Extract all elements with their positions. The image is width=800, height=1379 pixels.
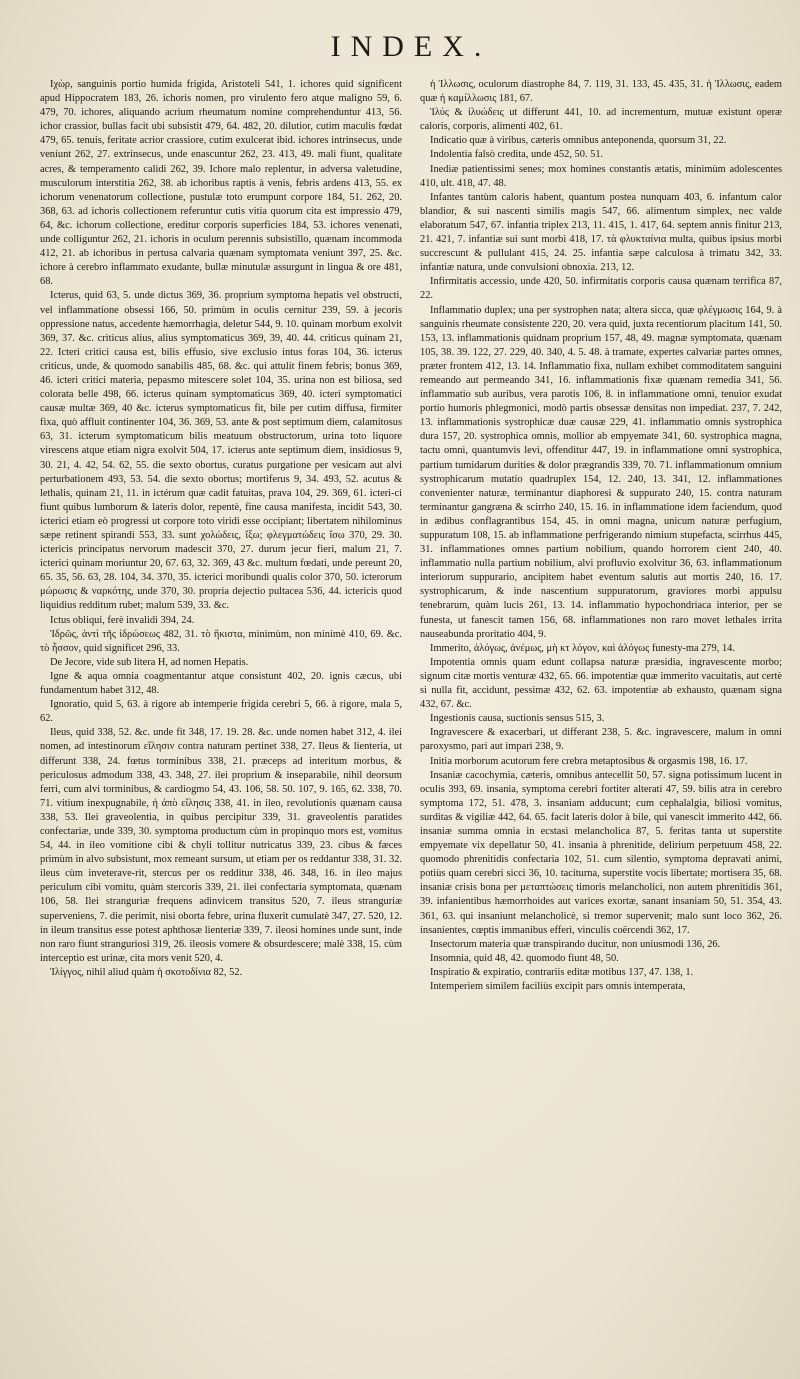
index-columns	[40, 78, 782, 1368]
running-head: INDEX.	[330, 30, 492, 63]
index-entry-illosis: ἡ Ἰλλωσις, oculorum diastrophe 84, 7. 119, 31. 133, 45. 435, 31. ἡ Ἰλλωσις, eadem quæ ἡ καμίλλωσις 181, 67.	[420, 79, 782, 105]
index-entry-inflammatio: Inflammatio duplex; una per systrophen nata; altera sicca, quæ φλέγμωσις 164, 9. à sanguinis rheumate consistente 220, 20. vera quid, juxta recentiorum placitum 141, 50. 153, 13. inflammationis quidnam proprium 157, 48, 49. magnæ symptomata, quænam 105, 38. 39. 122, 27. 229, 40. 340, 4. 5. 48. à tramate, expertes calvariæ partes omnes, præter frontem 412, 13. 14. Inflammatio fixa, nullam exhibet commoditatem sanguini remeando aut permeando 341, 16. inflammationis fixæ quænam remedia 341, 56. inflammatio sub auribus, vera parotis 106, 8. in inflammatione omni, tenuior exudat portio humoris phlegmonici, modò partis obsessæ densitas non impediat. 237, 7. 242, 13. inflammationis systrophicæ duæ causæ 229, 41. inflammatio omnis systrophica dura 157, 20. systrophica omnis, mollior ab empyemate 341, 60. systrophica magna, tactu omni, quantumvis levi, offenditur 447, 19. in inflammatione omni systrophica, partium tumidarum durities & dolor prægrandis 339, 70. 71. inflammationum omnium systrophicarum mutatio quadruplex 154, 12. 240, 13. 341, 12. inflammationes convenienter naturæ, terminantur diaphoresi & suppurato 240, 15. contra naturam terminantur gangræna & scirrho 240, 15. 16. in inflammatione idem faciendum, quod in ædibus conflagrantibus 154, 45. in omni magna, unicum naturæ perfugium, suppuratum 108, 15. ab inflammatione perfrigerando nimium stupefacta, scirrhus 445, 31. inflammationes omnes partium nobilium, quando horrorem cient 240, 40. inflammatio nulla partium nobilium, alvi profluvio exolvitur 36, 63. inflammationum interiorum suppurario, ancipitem habet eventum salutis aut mortis 240, 16. 17. systrophicarum, & inde nascentium suppuratorum, graviores morbi appulsu tenebrarum, quàm lucis 261, 13. 14. inflammatio hypochondriaca interior, per se funesta, ut fanescit tamen 156, 68. inflammationes non raro movet lethales irrita nausеabunda proritatio 404, 9.	[420, 304, 782, 640]
index-entry-inspiratio: Inspiratio & expiratio, contrariis editæ motibus 137, 47. 138, 1.	[430, 966, 694, 978]
index-entry-infirmitatis: Infirmitatis accessio, unde 420, 50. infirmitatis corporis causa quænam terrifica 87, 22.	[420, 276, 782, 302]
index-entry-ignoratio: Ignoratio, quid 5, 63. à rigore ab intemperie frigida cerebri 5, 66. à rigore, mala 5, 62.	[40, 699, 402, 725]
index-entry-ingravescere: Ingravescere & exacerbari, ut differant 238, 5. &c. ingravescere, malum in omni paroxysmo, pari aut impari 238, 9.	[420, 727, 782, 753]
index-entry-ileus: Ileus, quid 338, 52. &c. unde fit 348, 17. 19. 28. &c. unde nomen habet 312, 4. ilei nomen, ad intestinorum εἴλησιν contra naturam pertinet 338, 27. Ileus & lienteria, ut differunt 338, 24. fœtus torminibus 338, 21. præceps ad interitum morbus, & periculosus admodum 338, 43. 348, 27. ilei proprium & inseparabile, nihil deorsum ferri, cum alvi torminibus, & cardiogmo 54, 43. 106, 58. 50. 107, 9. 165, 62. 338, 70. 71. vitium inexpugnabile, ἡ ἀπὸ εἴλησις 338, 41. in ileo, revolutionis quænam causa 338, 53. Ilei graveolentia, in quibus percipitur 339, 31. graveolentis paratides confectariæ, unde 339, 30. symptoma productum cùm in propinquo mors est, vomitus 54, 44. in ileo vomitione cibi & chyli tollitur nutricatus 339, 23. cibus & fæces primùm in alvo subsistunt, mox remeant sursum, ut etiam per os reddantur 338, 31. 32. ileus cùm inveterave-rit, stercus per os redditur 338, 46. 348, 16. in ileo majus periculum cibi vomitu, quàm stercoris 339, 21. ilei confectaria symptomata, quænam 106, 58. Ilei strangurìæ frequens adinvicem transitus 520, 7. ileus stranguriæ superveniens, 7. die perimit, nisi oborta febre, urina fluxerit cumulatè 347, 27. 520, 12. in ileum transitus esse potest aphthosæ lienteriæ 339, 7. ileosi homines unde sunt, inde non raro fiunt stranguriosi 319, 26. ileosis vomere & obsurdescere; malè 338, 15. cùm interceptio est urinæ, cita mors venit 520, 4.	[40, 727, 402, 964]
index-entry-ingestionis: Ingestionis causa, suctionis sensus 515, 3.	[430, 713, 605, 725]
index-entry-insomnia: Insomnia, quid 48, 42. quomodo fiunt 48, 50.	[430, 952, 619, 964]
index-entry-initia: Initia morborum acutorum fere crebra metaptosibus & orgasmis 198, 16. 17.	[430, 755, 748, 767]
index-entry-igne: Igne & aqua omnia coagmentantur atque consistunt 402, 20. ignis cæcus, ubi fundamentum habet 312, 48.	[40, 670, 402, 697]
index-entry-ichor: Ιχὼρ, sanguinis portio humida frigida, Aristoteli 541, 1. ichores quid significent apud Hippocratem 183, 26. ichoris nomen, pro virulento fero atque maligno 59, 6. 479, 70. ichores, aliquando acrium rheumatum nomine comprehenduntur 413, 56. ichor crassior, bullas facit ubi subsistit 479, 64. 482, 20. dilutior, cutim maculis fœdat 479, 65. tenuis, feritate acrior crassiore, cutim exulcerat ibid. ichores intrinsecus, unde veniunt 262, 27. extrinsecus, unde enascuntur 262, 23. 413, 49. mali fiunt, qualitate acres, & temperamento calidi 262, 39. Ichore malo replentur, in adversa valetudine, musculorum interstitia 262, 38. ab ichoribus raptis à venis, febris ardens 413, 55. ex ichorum venenatorum collectione, pustulæ toto erumpunt corpore 184, 51. 262, 20. 368, 63. ad ichoris collectionem referuntur cutis vitia quorum cita est impressio 479, 64, &c. ichorum collectione, ereditur corporis superficies 184, 53. ichores venenati, unde colliguntur 262, 21. ichoris in oculum perennis subsistillo, quænam incommoda 412, 21. ab ichoribus in pertusa calvaria quænam symptomata veniunt 397, 25. &c. ichore à cerebro inflammato exudante, bullæ minutulæ assurgunt in lingua & ore 481, 68.	[40, 79, 402, 288]
index-entry-immerito: Immerito, ἀλόγως, ἀνέμως, μὴ κτ λόγον, καὶ ἀλόγως funesty-ma 279, 14.	[430, 642, 735, 654]
index-entry-insectorum: Insectorum materia quæ transpirando ducitur, non uniusmodi 136, 26.	[430, 938, 721, 950]
index-entry-indolentia: Indolentia falsò credita, unde 452, 50. 51.	[430, 149, 604, 161]
index-entry-icterus: Icterus, quid 63, 5. unde dictus 369, 36. proprium symptoma hepatis vel obstructi, vel inflammatione obsessi 166, 50. primùm in oculis cernitur 239, 59. à jecoris oppressione natus, accedente hæmorrhagia, deletur 544, 9. 10. quinam morbum exolvit 369, 37. &c. criticus alius, alius symptomaticus 369, 39, 40. 44. criticus quinam 21, 22. Icteri critici causa est, bilis effusio, sive exclusio intus foras 104, 36. icterus criticus, unde, & quomodo sanabilis 485, 68. &c. qui attulit finem febris; bonus 369, 46. icteri critici materia, pepasmo mitescere solet 104, 35. urina non est biliosa, sed colorata belle 498, 66. icterus quinam symptomaticus 369, 40. icteri symptomatici causæ multæ 369, 40 &c. icterus symptomaticus fit, bile per cutim diffusa, firmiter fixa, quò affluit continenter 104, 36. 369, 53. ante & post septimum diem, calamitosus 63, 31. icterum symptomaticum bilis meatuum obstructorum, urina toto liquore virescens atque etiam nigra exolvit 504, 17. icterus ante septimum diem, insidiosus 9, 30. 21, 4. 42, 54. 62, 55. die sexto obortus, curatus purgatione per vesicam aut alvi perturbationem 493, 53. 54. die sexto obortus; mortiferus 9, 34. 493, 52. acutus & lethalis, quinam 21, 11. in ictérum quæ cadit fatuitas, prava 104, 29. 369, 61. icteri-ci fiunt quibus lumborum & lateris dolor, repentè, fine causa manifesta, incidit 543, 30. icterici etiam eò progressi ut corpore toto viridi esse occipiant; libertatem nihilominus sæpe retinent spirandi 553, 33. sunt χολώδεις, ἴξω; φλεγματώδεις ἴσω 370, 29. 30. ictericis principatus nervorum madescit 370, 27. durum jecur fieri, malum 21, 7. icterici quinam moriuntur 20, 67. 63, 32. 369, 43 &c. multum fœdati, unde pereunt 20, 65. 35, 56. 63, 28. 104, 34. 370, 35. icterici moribundi qualis color 370, 50. icterorum μώρωσις & ναρκότης, unde 370, 30. propria dejectio pultacea 536, 44. ictericis quod liquidius redditum rubet; malum 539, 33. &c.	[40, 290, 402, 612]
index-entry-ilingos: Ἰλίγγος, nihil aliud quàm ἡ σκοτοδίνια 82, 52.	[50, 966, 243, 978]
index-entry-infantes: Infantes tantùm caloris habent, quantum postea nunquam 403, 6. infantum calor blandior, & sui nascenti similis magis 547, 66. alimentum simplex, nec valde elaboratum 547, 67. infantia triplex 213, 11. 415, 1. 417, 64. septem annis finitur 213, 21. 421, 7. infantiæ sui sunt morbi 418, 17. τὰ φλυκταίνια multa, quibus ipsius morbi succrescunt & pullulant 415, 24. 25. infantia sæpe calculosa à trimatu 342, 33. infantiæ natura, unde convulsioni obnoxia. 213, 12.	[420, 191, 782, 274]
left-column	[40, 78, 402, 1368]
index-entry-indicatio: Indicatio quæ à viribus, cæteris omnibus anteponenda, quorsum 31, 22.	[430, 135, 727, 147]
index-entry-intemperiem: Intemperiem similem faciliùs excipit pars omnis intemperata,	[430, 981, 686, 992]
index-entry-impotentia: Impotentia omnis quam edunt collapsa naturæ præsidia, ingravescente morbo; signum citæ mortis venturæ 432, 65. 66. impotentiæ quæ immerito vacuitatis, aut certè si nulla fit, accidunt, pessimæ 432, 62. 63. impotentiæ ab exhausto, quænam signa 432, 67. &c.	[420, 656, 782, 711]
index-entry-ictus: Ictus obliqui, ferè invalidi 394, 24.	[50, 614, 195, 626]
index-entry-jecore: De Jecore, vide sub litera H, ad nomen Hepatis.	[50, 656, 249, 668]
index-entry-ilys: Ἰλύς & ἰλυώδεις ut differunt 441, 10. ad incrementum, mutuæ existunt operæ caloris, corporis, alimenti 402, 61.	[420, 107, 782, 133]
index-entry-insaniae: Insaniæ cacochymia, cæteris, omnibus antecellit 50, 57. signa potissimum lucent in oculis 393, 69. insania, symptoma cerebri fortiter alterati 47, 59. bilis atra in cerebro symptoma 172, 51. 478, 3. insaniam adducunt; cum cephalalgia, biliosi vomitus, surditas & vigiliæ 442, 64. 65. facit lateris dolor à bile, qui vanescit immerito 442, 66. insaniæ summa omnia in ecstasi melancholica 87, 5. feritas tanta ut superstite empyemate vix depellatur 50, 41. insania à phrenitide, delirium perpetuum 458, 22. quomodo phrenitidis confectaria 102, 51. cum silentio, symptoma depravati animi, potiùs quam cerebri sicci 36, 10. taciturna, superstite vocis libertate; mortisera 35, 68. insaniæ crisis bona per μεταπτώσεις timoris melancholici, non autem phrenitidis 361, 39. infanientibus hæmorrhoides aut varices exortæ, sanant insaniam 50, 51. 354, 43. 361, 63. qui insaniunt melancholicè, si tremor supervenit; malo sunt loco 362, 26. insanientes, cœptis immanibus efferi, vinculis coërcendi 362, 17.	[420, 769, 782, 936]
right-column	[420, 78, 782, 1368]
index-entry-idros: Ἰδρῶς, ἀντὶ τῆς ἰδρώσεως 482, 31. τὸ ἥκιστα, minimùm, non minimè 410, 69. &c. τὸ ἧσσον, quid significet 296, 33.	[40, 628, 402, 654]
index-entry-inediae: Inediæ patientissimi senes; mox homines constantis ætatis, minimùm adolescentes 410, ult. 418, 47. 48.	[420, 163, 782, 189]
